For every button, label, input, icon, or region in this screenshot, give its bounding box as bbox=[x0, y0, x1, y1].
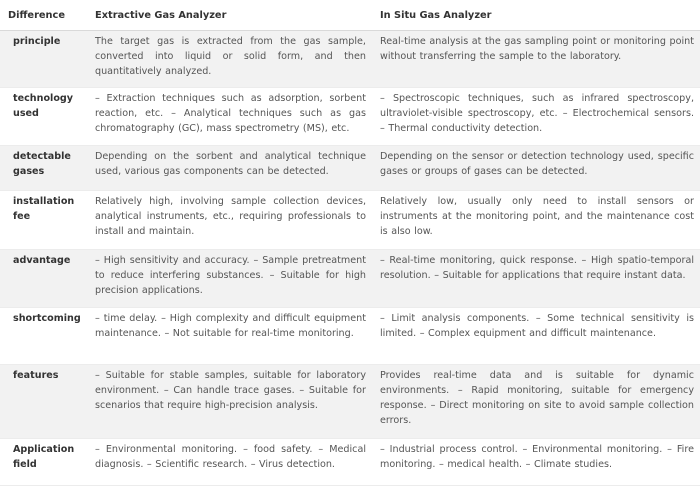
row-label: features bbox=[0, 365, 87, 439]
table-row-principle bbox=[0, 31, 700, 88]
extractive-cell: – Extraction techniques such as adsorption, sorbent reaction, etc. – Analytical techniques such as gas chromatography (GC), mass spectrometry (MS), etc. bbox=[87, 88, 372, 146]
insitu-cell: – Real-time monitoring, quick response. – High spatio-temporal resolution. – Suitable for applications that require instant data. bbox=[372, 250, 700, 308]
row-label: shortcoming bbox=[0, 308, 87, 365]
header-row bbox=[0, 0, 700, 31]
extractive-cell: – time delay. – High complexity and difficult equipment maintenance. – Not suitable for real-time monitoring. bbox=[87, 308, 372, 365]
extractive-cell: Relatively high, involving sample collection devices, analytical instruments, etc., requiring professionals to install and maintain. bbox=[87, 191, 372, 250]
extractive-cell: – High sensitivity and accuracy. – Sample pretreatment to reduce interfering substances. – Suitable for high precision applications. bbox=[87, 250, 372, 308]
row-label: installation fee bbox=[0, 191, 87, 250]
table-header bbox=[0, 0, 700, 31]
table-row-shortcoming bbox=[0, 308, 700, 365]
table-row-installation-fee bbox=[0, 191, 700, 250]
extractive-cell: The target gas is extracted from the gas sample, converted into liquid or solid form, and then quantitatively analyzed. bbox=[87, 31, 372, 88]
header-insitu: In Situ Gas Analyzer bbox=[372, 0, 700, 31]
insitu-cell: – Industrial process control. – Environmental monitoring. – Fire monitoring. – medical health. – Climate studies. bbox=[372, 439, 700, 486]
insitu-cell: – Limit analysis components. – Some technical sensitivity is limited. – Complex equipment and difficult maintenance. bbox=[372, 308, 700, 365]
row-label: technology used bbox=[0, 88, 87, 146]
row-label: Application field bbox=[0, 439, 87, 486]
extractive-cell: Depending on the sorbent and analytical technique used, various gas components can be detected. bbox=[87, 146, 372, 191]
insitu-cell: Real-time analysis at the gas sampling point or monitoring point without transferring the sample to the laboratory. bbox=[372, 31, 700, 88]
table-row-application-field bbox=[0, 439, 700, 486]
insitu-cell: Depending on the sensor or detection technology used, specific gases or groups of gases can be detected. bbox=[372, 146, 700, 191]
row-label: principle bbox=[0, 31, 87, 88]
header-extractive: Extractive Gas Analyzer bbox=[87, 0, 372, 31]
table-row-features bbox=[0, 365, 700, 439]
extractive-cell: – Environmental monitoring. – food safety. – Medical diagnosis. – Scientific research. – Virus detection. bbox=[87, 439, 372, 486]
table-row-technology-used bbox=[0, 88, 700, 146]
row-label: advantage bbox=[0, 250, 87, 308]
insitu-cell: – Spectroscopic techniques, such as infrared spectroscopy, ultraviolet-visible spectroscopy, etc. – Electrochemical sensors. – Thermal conductivity detection. bbox=[372, 88, 700, 146]
insitu-cell: Provides real-time data and is suitable for dynamic environments. – Rapid monitoring, suitable for emergency response. – Direct monitoring on site to avoid sample collection errors. bbox=[372, 365, 700, 439]
header-difference: Difference bbox=[0, 0, 87, 31]
table-row-detectable-gases bbox=[0, 146, 700, 191]
insitu-cell: Relatively low, usually only need to install sensors or instruments at the monitoring point, and the maintenance cost is also low. bbox=[372, 191, 700, 250]
row-label: detectable gases bbox=[0, 146, 87, 191]
extractive-cell: – Suitable for stable samples, suitable for laboratory environment. – Can handle trace gases. – Suitable for scenarios that require high-precision analysis. bbox=[87, 365, 372, 439]
table-body bbox=[0, 31, 700, 486]
table-row-advantage bbox=[0, 250, 700, 308]
